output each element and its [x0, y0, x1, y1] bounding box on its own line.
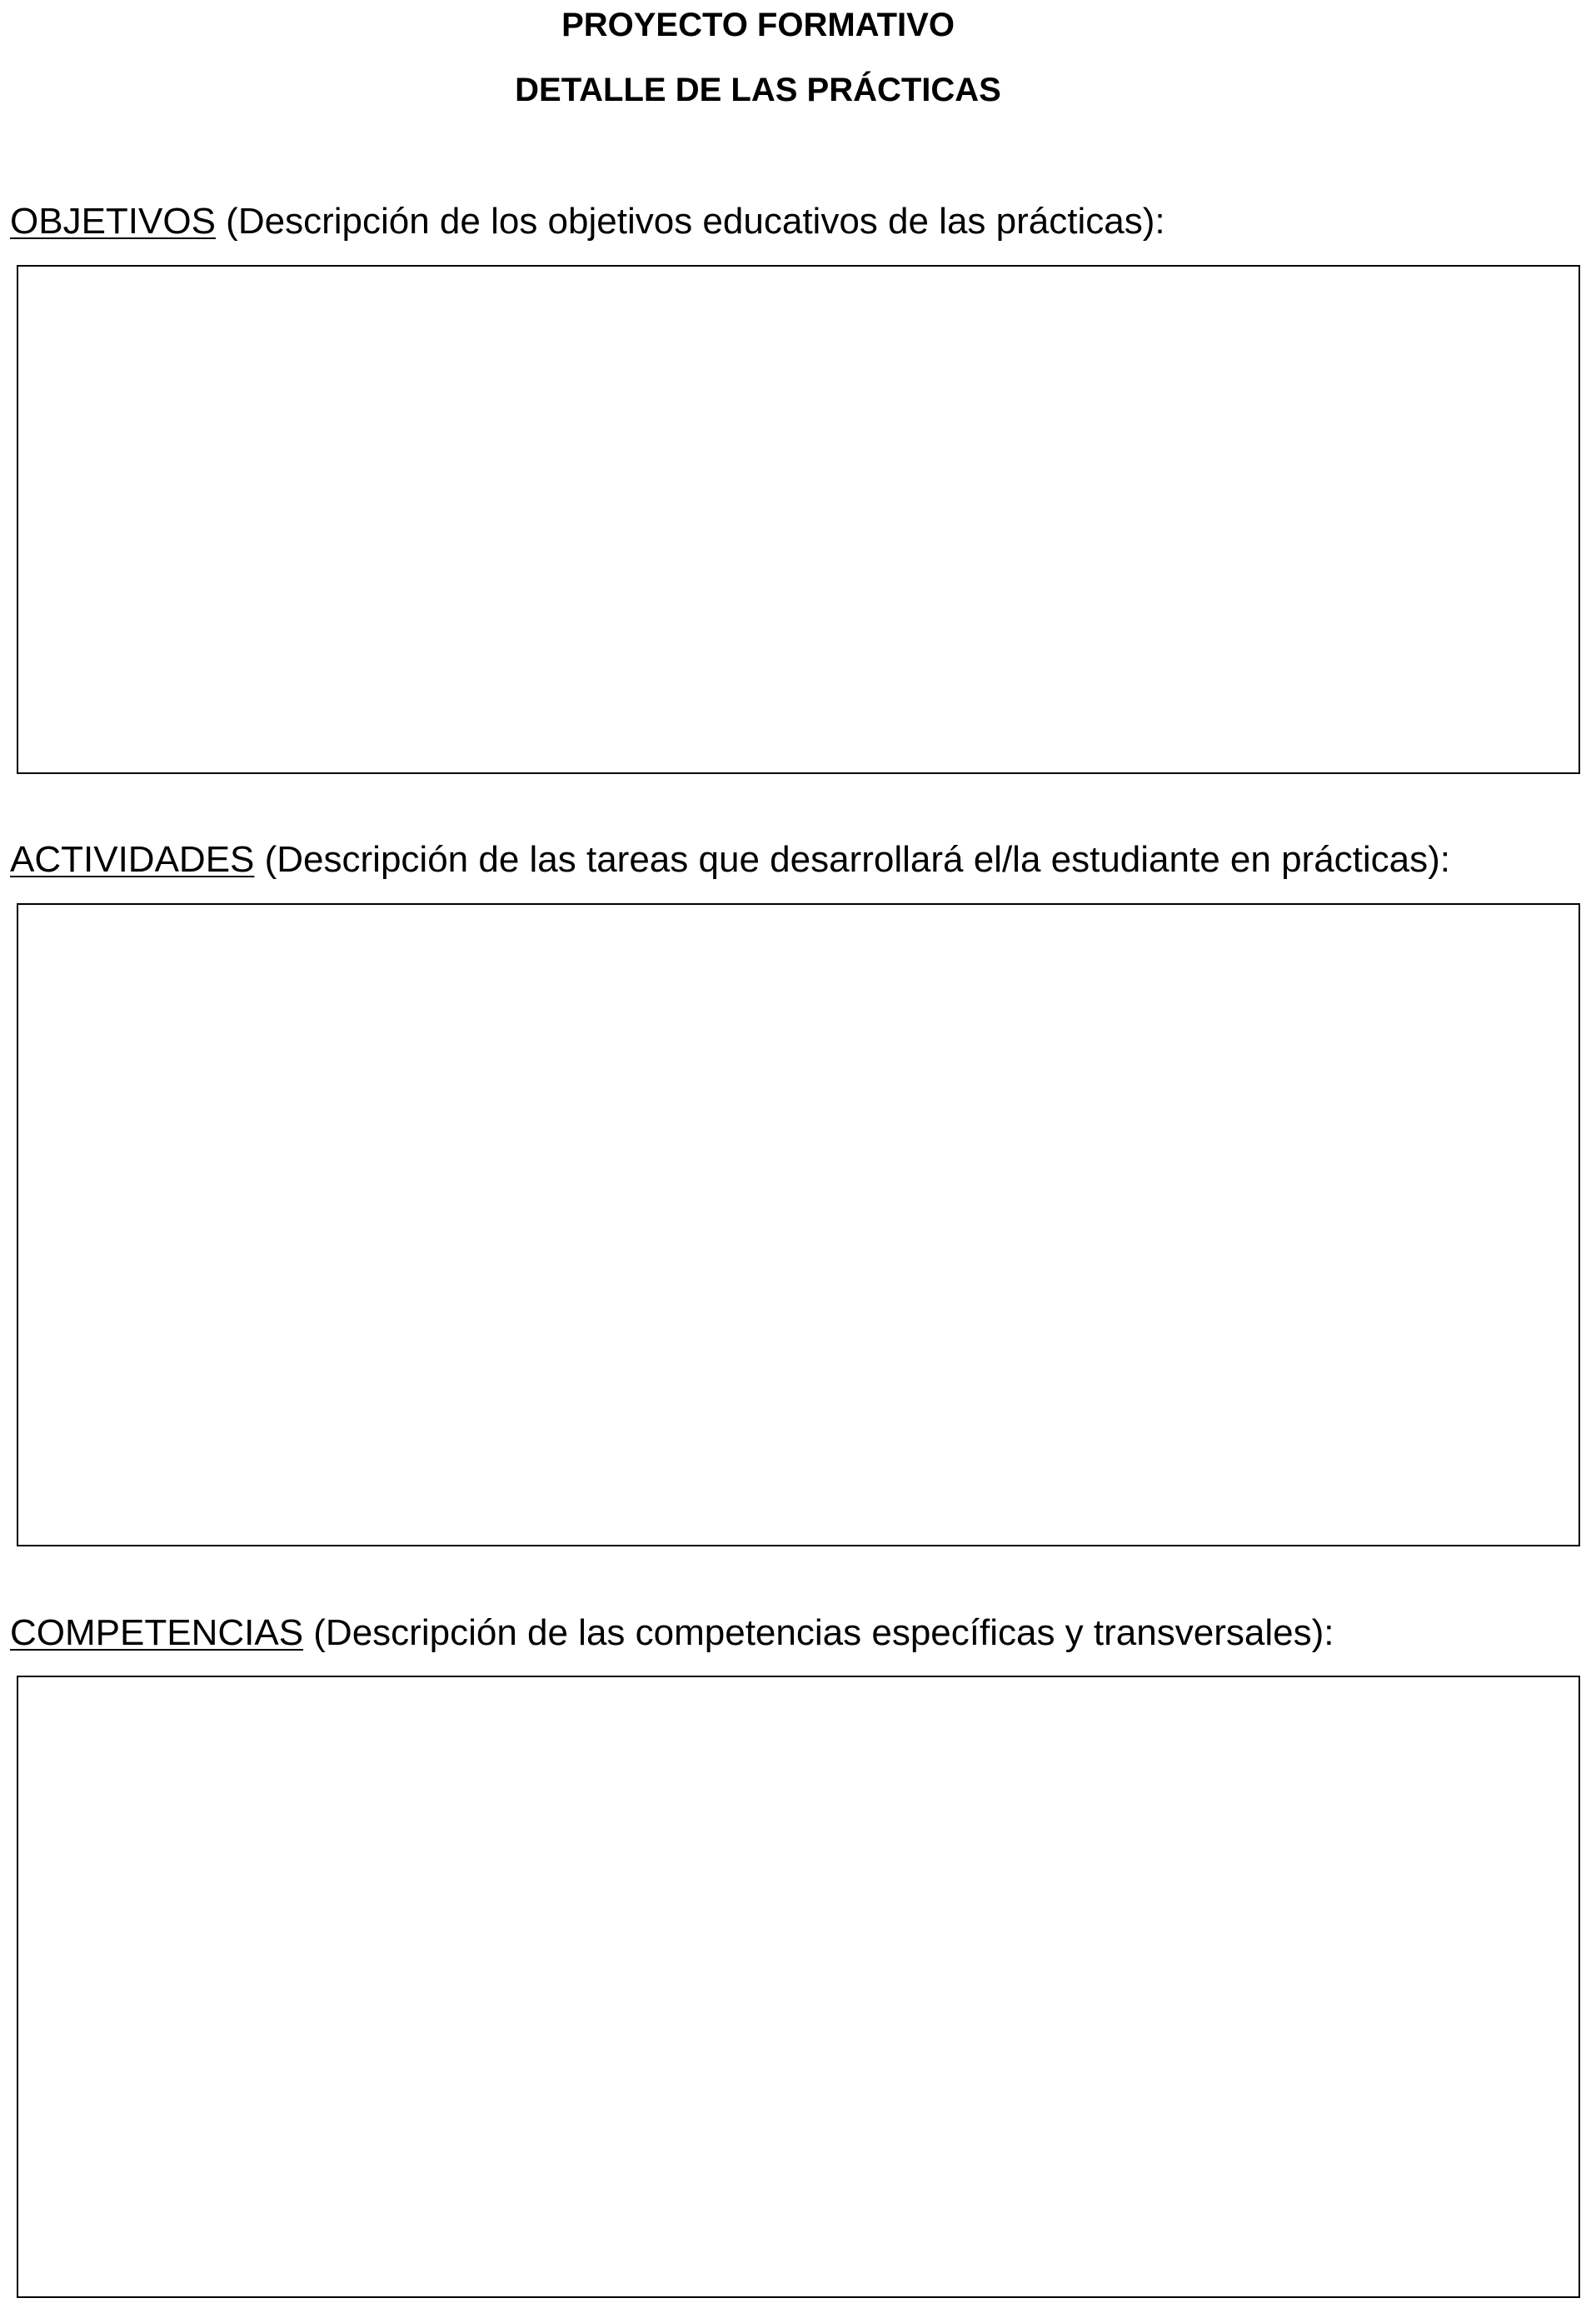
section-description-actividades: (Descripción de las tareas que desarrollará el/la estudiante en prácticas): — [254, 839, 1451, 880]
section-label-objetivos — [10, 200, 1165, 243]
objetivos-answer-box[interactable] — [17, 265, 1580, 774]
competencias-answer-box[interactable] — [17, 1676, 1580, 2298]
section-description-objetivos: (Descripción de los objetivos educativos de las prácticas): — [215, 201, 1165, 242]
section-keyword-actividades: ACTIVIDADES — [10, 839, 255, 880]
section-keyword-objetivos: OBJETIVOS — [10, 201, 216, 242]
document-subtitle: DETALLE DE LAS PRÁCTICAS — [515, 72, 1001, 108]
section-label-actividades — [10, 838, 1450, 882]
actividades-answer-box[interactable] — [17, 903, 1580, 1546]
section-description-competencias: (Descripción de las competencias específicas y transversales): — [303, 1612, 1334, 1653]
document-title: PROYECTO FORMATIVO — [561, 7, 955, 43]
section-label-competencias — [10, 1611, 1334, 1655]
section-keyword-competencias: COMPETENCIAS — [10, 1612, 304, 1653]
